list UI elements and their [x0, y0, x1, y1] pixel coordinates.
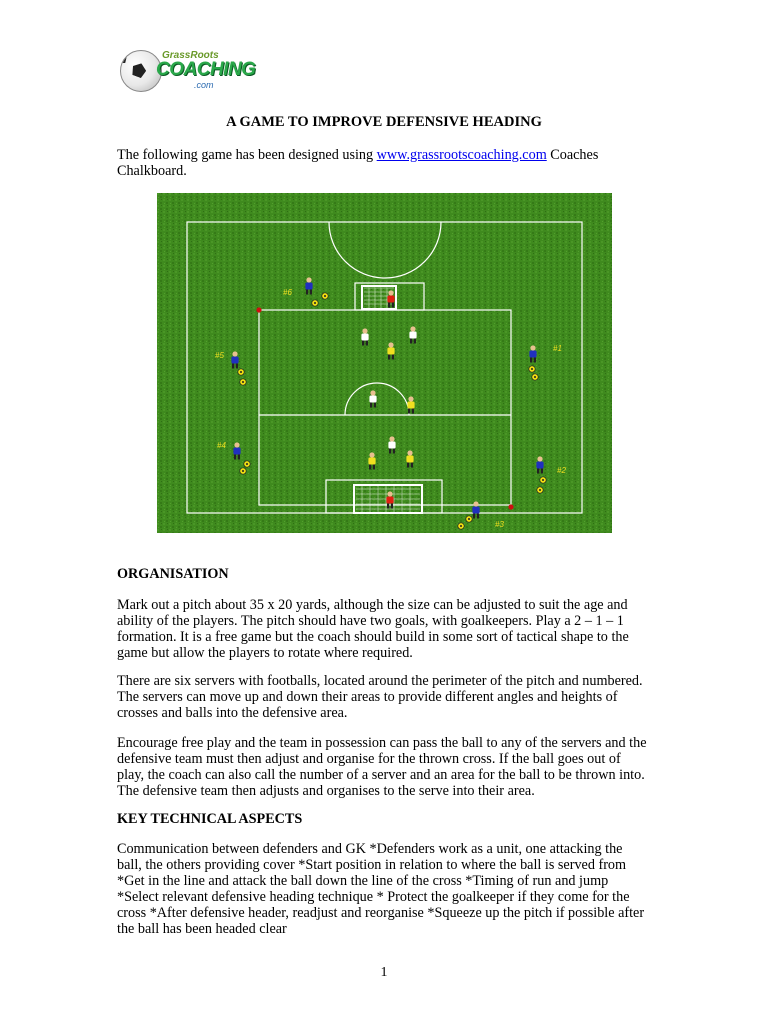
- server-label-3: #3: [495, 520, 504, 529]
- organisation-paragraph-1: Mark out a pitch about 35 x 20 yards, although the size can be adjusted to suit the age and ability of the players. The pitch should have two goals, with goalkeepers. Play a 2 – 1 – 1 formation. It is a free game but the coach should build in some sort of tactical shape to the game but allow the players to rotate where required.: [117, 597, 629, 661]
- cone-top-left: [256, 307, 261, 312]
- server-label-1: #1: [553, 344, 562, 353]
- server-label-4: #4: [217, 441, 226, 450]
- intro-text-before: The following game has been designed using: [117, 147, 377, 163]
- organisation-paragraph-2: There are six servers with footballs, located around the perimeter of the pitch and numbered. The servers can move up and down their areas to provide different angles and heights of crosses and balls into the defensive area.: [117, 673, 643, 721]
- key-technical-aspects-paragraph: Communication between defenders and GK *Defenders work as a unit, one attacking the ball, the others providing cover *Start position in relation to where the ball is served from *Get in the line and attack the ball down the line of the cross *Timing of run and jump *Select relevant defensive heading technique * Protect the goalkeeper if they come for the cross *After defensive header, readjust and reorganise *Squeeze up the pitch if possible after the ball has been headed clear: [117, 841, 645, 937]
- page-number: 1: [380, 965, 388, 980]
- intro-paragraph: [117, 147, 647, 179]
- page-title: A GAME TO IMPROVE DEFENSIVE HEADING: [226, 114, 542, 130]
- server-label-2: #2: [557, 466, 566, 475]
- logo-top-text: GrassRoots: [162, 50, 219, 61]
- logo-sub-text: .com: [194, 80, 214, 90]
- organisation-heading: ORGANISATION: [117, 566, 229, 582]
- training-pitch-diagram: [157, 193, 612, 533]
- intro-text-after: Coaches Chalkboard.: [117, 147, 599, 179]
- server-label-5: #5: [215, 351, 224, 360]
- server-label-6: #6: [283, 288, 292, 297]
- grassroots-coaching-logo: [120, 48, 270, 94]
- logo-main-text: COACHING: [156, 59, 256, 80]
- website-link[interactable]: www.grassrootscoaching.com: [376, 147, 547, 163]
- cone-bottom-right: [508, 504, 513, 509]
- organisation-paragraph-3: Encourage free play and the team in possession can pass the ball to any of the servers and the defensive team must then adjust and organise for the thrown cross. If the ball goes out of play, the coach can also call the number of a server and an area for the ball to be thrown into. The defensive team then adjusts and organises to the serve into their area.: [117, 735, 647, 799]
- key-technical-aspects-heading: KEY TECHNICAL ASPECTS: [117, 811, 303, 827]
